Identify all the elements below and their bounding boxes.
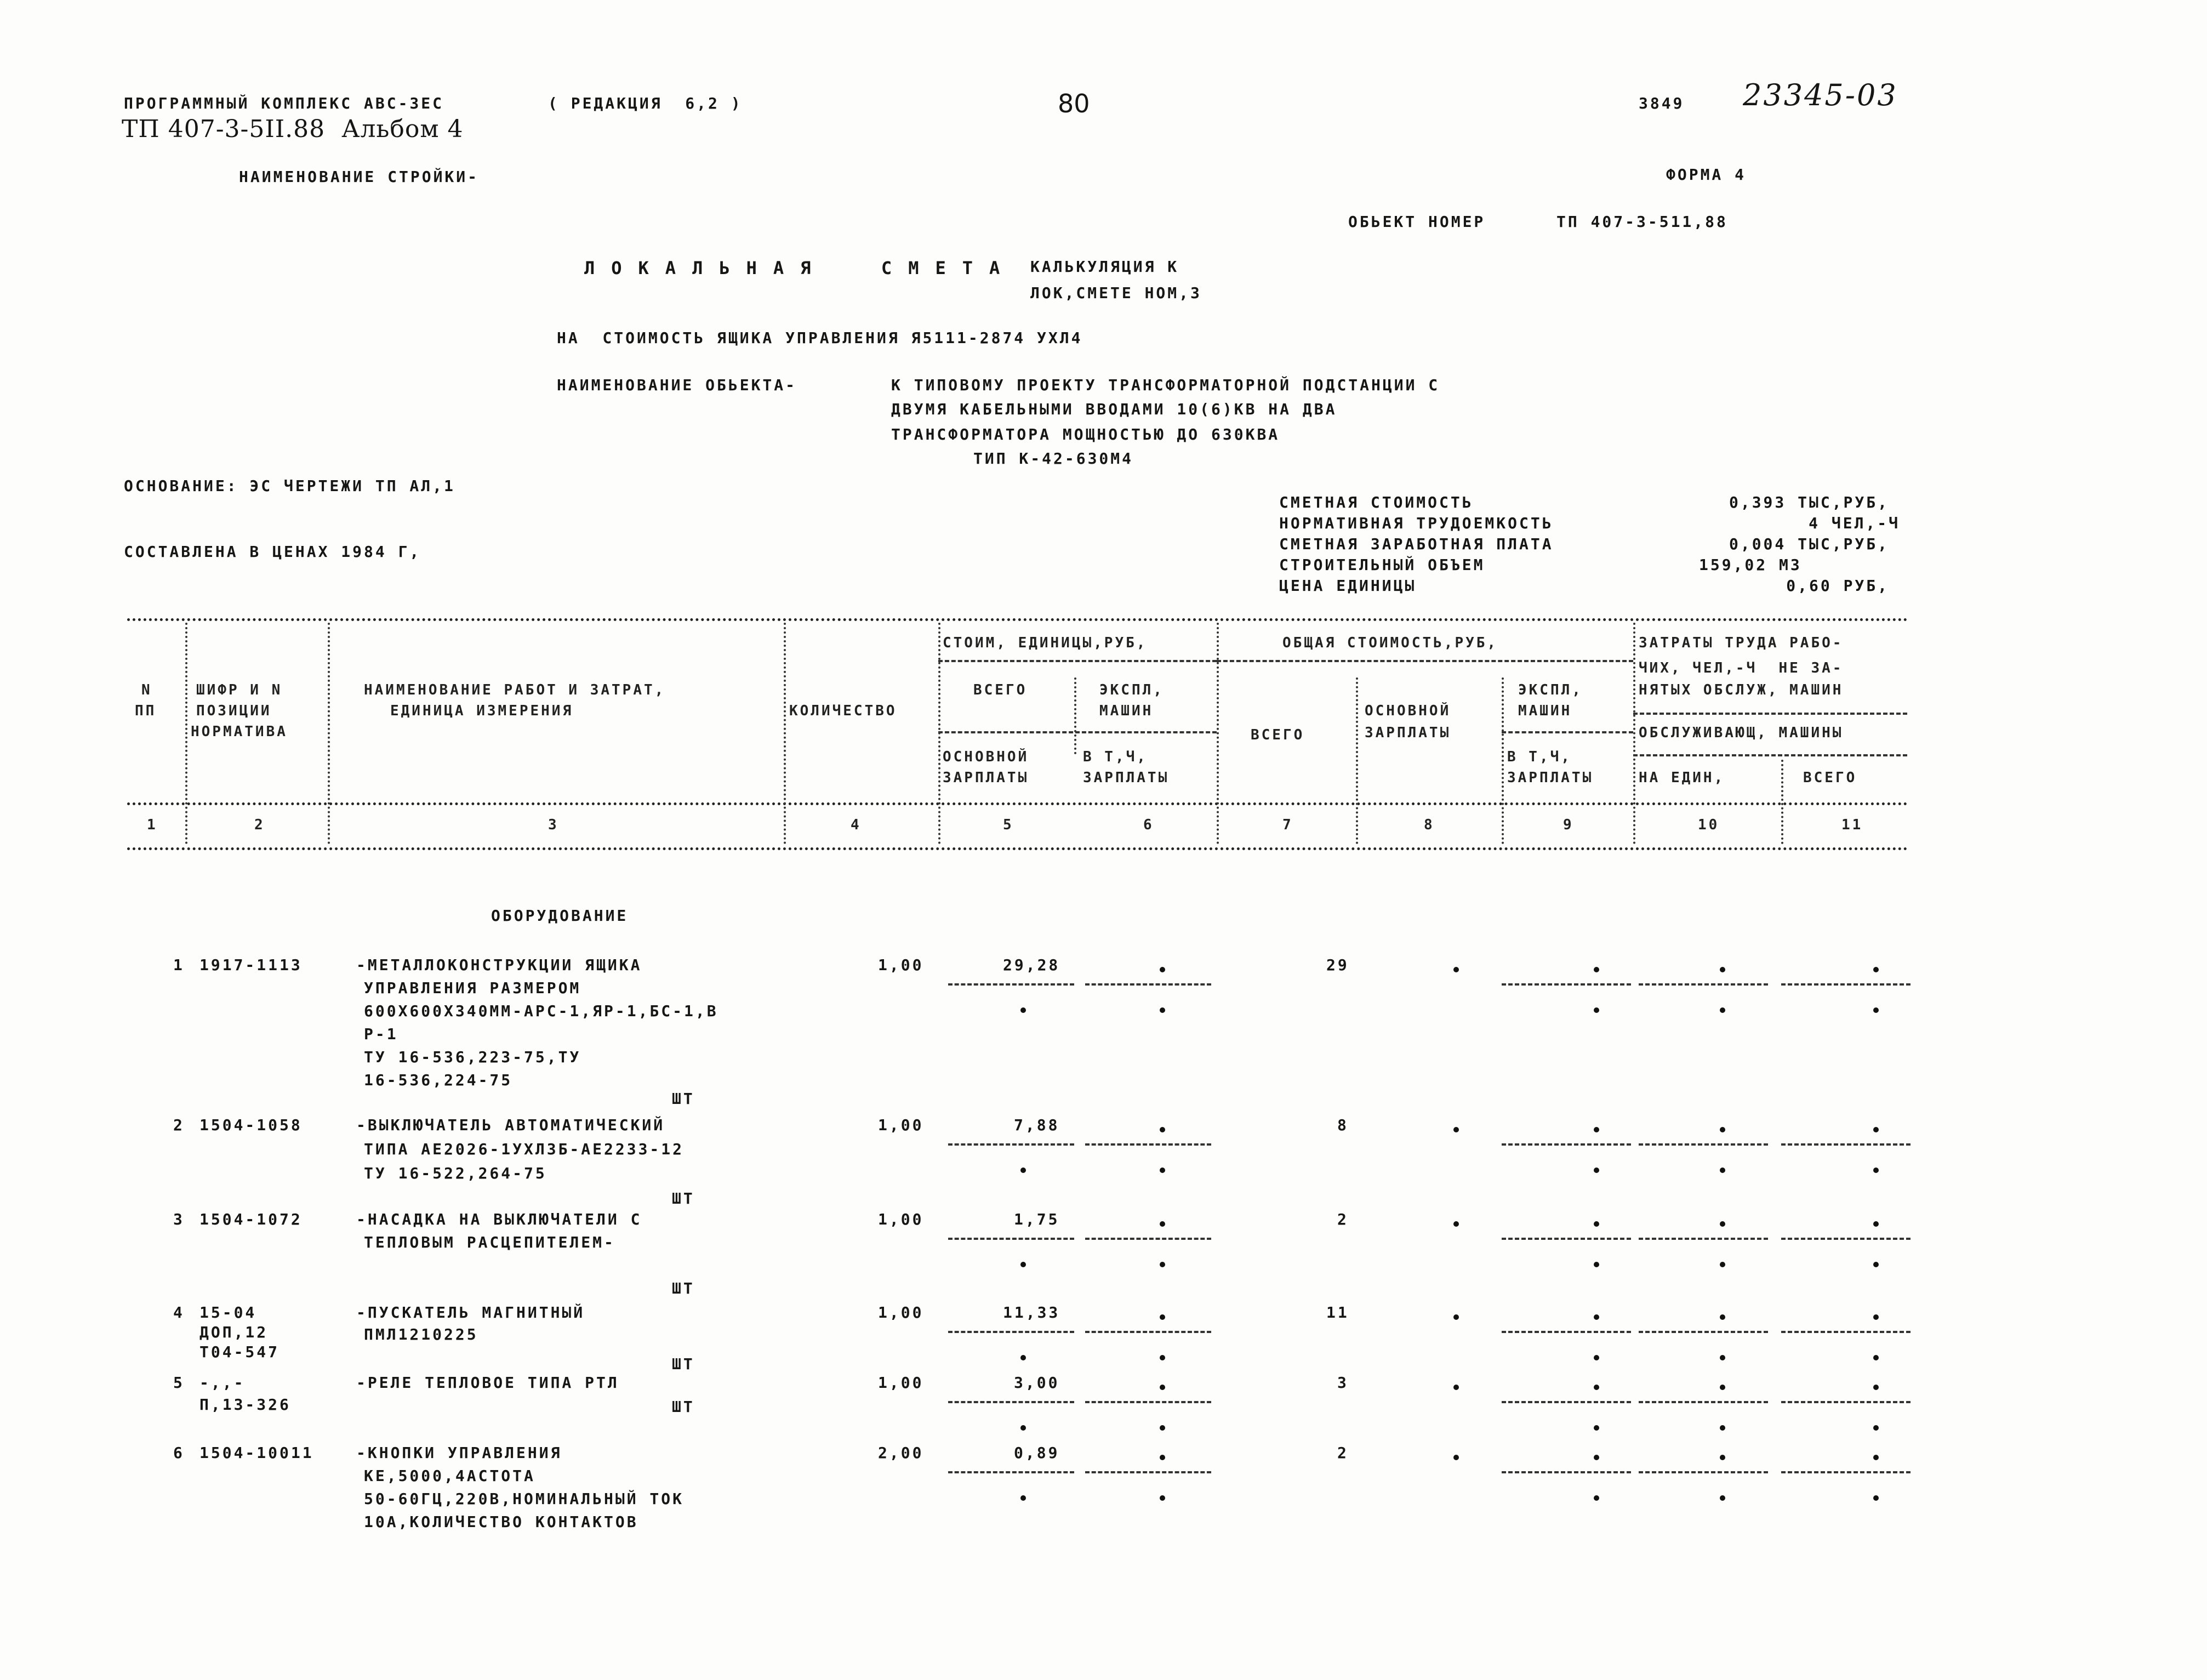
row-sub-rule bbox=[1085, 1238, 1211, 1240]
col-number: 2 bbox=[254, 817, 265, 833]
row-sub-rule bbox=[1781, 1143, 1911, 1146]
row-number: 2 bbox=[173, 1116, 185, 1134]
empty-value-mark bbox=[1453, 1127, 1459, 1132]
empty-value-mark bbox=[1160, 1314, 1165, 1320]
empty-value-mark bbox=[1453, 1314, 1459, 1320]
empty-value-mark bbox=[1453, 967, 1459, 972]
album-label: ТП 407-3-5II.88 Альбом 4 bbox=[122, 115, 464, 143]
empty-value-mark bbox=[1160, 1355, 1165, 1360]
empty-value-mark bbox=[1720, 1425, 1725, 1431]
col7-header: ВСЕГО bbox=[1251, 727, 1305, 743]
object-name-line: ДВУМЯ КАБЕЛЬНЫМИ ВВОДАМИ 10(6)КВ НА ДВА bbox=[891, 400, 1337, 418]
empty-value-mark bbox=[1160, 1455, 1165, 1460]
empty-value-mark bbox=[1453, 1455, 1459, 1460]
empty-value-mark bbox=[1594, 1007, 1599, 1013]
empty-value-mark bbox=[1160, 1495, 1165, 1501]
empty-value-mark bbox=[1873, 1385, 1879, 1390]
row-unit-cost: 29,28 bbox=[1003, 956, 1060, 974]
unit-cost-header: СТОИМ, ЕДИНИЦЫ,РУБ, bbox=[943, 635, 1148, 651]
page-number: 80 bbox=[1058, 89, 1090, 118]
empty-value-mark bbox=[1873, 1262, 1879, 1267]
row-code: П,13-326 bbox=[199, 1396, 291, 1414]
row-name: ПМЛ1210225 bbox=[364, 1325, 478, 1343]
row-code: 1504-10011 bbox=[199, 1444, 314, 1462]
empty-value-mark bbox=[1020, 1425, 1026, 1431]
col6-header-bottom: ЗАРПЛАТЫ bbox=[1083, 770, 1170, 786]
col-sep bbox=[1781, 760, 1783, 844]
col-sep bbox=[185, 623, 187, 844]
row-sub-rule bbox=[1502, 1331, 1631, 1333]
row-number: 3 bbox=[173, 1210, 185, 1228]
row-sub-rule bbox=[948, 1471, 1074, 1473]
edition-label: ( РЕДАКЦИЯ 6,2 ) bbox=[548, 94, 743, 112]
empty-value-mark bbox=[1720, 1385, 1725, 1390]
empty-value-mark bbox=[1594, 1168, 1599, 1173]
total-cost-header: ОБЩАЯ СТОИМОСТЬ,РУБ, bbox=[1282, 635, 1498, 651]
row-quantity: 1,00 bbox=[878, 1210, 924, 1228]
row-sub-rule bbox=[1502, 983, 1631, 986]
empty-value-mark bbox=[1453, 1385, 1459, 1390]
handwritten-code: 23345-03 bbox=[1743, 78, 1898, 112]
empty-value-mark bbox=[1594, 1221, 1599, 1227]
row-sub-rule bbox=[1502, 1238, 1631, 1240]
col-number: 3 bbox=[548, 817, 559, 833]
row-name: УПРАВЛЕНИЯ РАЗМЕРОМ bbox=[364, 979, 581, 997]
empty-value-mark bbox=[1020, 1262, 1026, 1267]
col10-11-header: ОБСЛУЖИВАЮЩ, МАШИНЫ bbox=[1639, 725, 1844, 741]
row-quantity: 1,00 bbox=[878, 956, 924, 974]
empty-value-mark bbox=[1160, 1127, 1165, 1132]
empty-value-mark bbox=[1160, 1168, 1165, 1173]
row-sub-rule bbox=[1781, 983, 1911, 986]
col-number: 8 bbox=[1424, 817, 1435, 833]
empty-value-mark bbox=[1873, 1314, 1879, 1320]
estimate-subject: НА СТОИМОСТЬ ЯЩИКА УПРАВЛЕНИЯ Я5111-2874 УХЛ4 bbox=[557, 329, 1083, 347]
empty-value-mark bbox=[1020, 1007, 1026, 1013]
row-unit: ШТ bbox=[672, 1279, 695, 1297]
row-number: 5 bbox=[173, 1374, 185, 1392]
row-sub-rule bbox=[948, 1143, 1074, 1146]
row-name: -МЕТАЛЛОКОНСТРУКЦИИ ЯЩИКА bbox=[356, 956, 642, 974]
col-sep bbox=[1356, 677, 1358, 844]
row-total: 29 bbox=[1326, 956, 1349, 974]
col-number: 11 bbox=[1841, 817, 1863, 833]
row-quantity: 1,00 bbox=[878, 1374, 924, 1392]
row-name: -КНОПКИ УПРАВЛЕНИЯ bbox=[356, 1444, 562, 1462]
row-name: ТУ 16-536,223-75,ТУ bbox=[364, 1048, 581, 1066]
empty-value-mark bbox=[1720, 1314, 1725, 1320]
col6-header-top: ЭКСПЛ, bbox=[1099, 682, 1164, 698]
col2-header: ШИФР И N bbox=[196, 682, 283, 698]
col-sep bbox=[1217, 623, 1219, 844]
table-top-rule bbox=[127, 618, 1908, 621]
row-name: Р-1 bbox=[364, 1025, 398, 1043]
empty-value-mark bbox=[1160, 1262, 1165, 1267]
labor-header: ЗАТРАТЫ ТРУДА РАБО- bbox=[1639, 635, 1844, 651]
row-sub-rule bbox=[1639, 1143, 1768, 1146]
row-sub-rule bbox=[948, 983, 1074, 986]
row-sub-rule bbox=[1781, 1331, 1911, 1333]
empty-value-mark bbox=[1594, 1495, 1599, 1501]
section-title: ОБОРУДОВАНИЕ bbox=[491, 907, 629, 925]
empty-value-mark bbox=[1720, 1262, 1725, 1267]
row-name: -ПУСКАТЕЛЬ МАГНИТНЫЙ bbox=[356, 1303, 585, 1322]
col1-header: N bbox=[141, 682, 152, 698]
col11-header: ВСЕГО bbox=[1803, 770, 1857, 786]
empty-value-mark bbox=[1160, 1007, 1165, 1013]
row-sub-rule bbox=[1502, 1143, 1631, 1146]
row-total: 8 bbox=[1337, 1116, 1349, 1134]
summary-value: 0,004 ТЫС,РУБ, bbox=[1729, 535, 1889, 553]
row-sub-rule bbox=[1085, 1143, 1211, 1146]
row-name: 600Х600Х340ММ-АРС-1,ЯР-1,БС-1,В bbox=[364, 1002, 718, 1020]
col5-header-top: ВСЕГО bbox=[973, 682, 1028, 698]
empty-value-mark bbox=[1720, 1221, 1725, 1227]
row-unit-cost: 0,89 bbox=[1014, 1444, 1060, 1462]
row-sub-rule bbox=[1085, 1471, 1211, 1473]
row-quantity: 2,00 bbox=[878, 1444, 924, 1462]
row-name: 10А,КОЛИЧЕСТВО КОНТАКТОВ bbox=[364, 1513, 638, 1531]
row-name: -НАСАДКА НА ВЫКЛЮЧАТЕЛИ С bbox=[356, 1210, 642, 1228]
col9-header: ЗАРПЛАТЫ bbox=[1507, 770, 1594, 786]
summary-label: СМЕТНАЯ ЗАРАБОТНАЯ ПЛАТА bbox=[1279, 535, 1554, 553]
site-label: НАИМЕНОВАНИЕ СТРОЙКИ- bbox=[239, 168, 480, 186]
row-unit-cost: 11,33 bbox=[1003, 1303, 1060, 1322]
col-number: 1 bbox=[147, 817, 158, 833]
row-unit-cost: 1,75 bbox=[1014, 1210, 1060, 1228]
col3-header: ЕДИНИЦА ИЗМЕРЕНИЯ bbox=[390, 703, 574, 719]
row-sub-rule bbox=[1085, 1401, 1211, 1403]
col-number: 4 bbox=[851, 817, 862, 833]
empty-value-mark bbox=[1594, 1385, 1599, 1390]
empty-value-mark bbox=[1594, 1314, 1599, 1320]
summary-label: СМЕТНАЯ СТОИМОСТЬ bbox=[1279, 493, 1474, 511]
row-number: 1 bbox=[173, 956, 185, 974]
col6-header-bottom: В Т,Ч, bbox=[1083, 749, 1148, 765]
col-sep bbox=[784, 623, 786, 844]
object-name-label: НАИМЕНОВАНИЕ ОБЬЕКТА- bbox=[557, 376, 797, 394]
row-number: 6 bbox=[173, 1444, 185, 1462]
row-name: 50-60ГЦ,220В,НОМИНАЛЬНЫЙ ТОК bbox=[364, 1490, 685, 1508]
empty-value-mark bbox=[1873, 967, 1879, 972]
object-name-line: ТИП К-42-630М4 bbox=[973, 449, 1134, 468]
row-sub-rule bbox=[948, 1401, 1074, 1403]
table-numbers-top-rule bbox=[127, 802, 1908, 805]
row-total: 2 bbox=[1337, 1444, 1349, 1462]
col3-header: НАИМЕНОВАНИЕ РАБОТ И ЗАТРАТ, bbox=[364, 682, 666, 698]
row-unit: ШТ bbox=[672, 1398, 695, 1416]
col9-header: ЭКСПЛ, bbox=[1518, 682, 1583, 698]
empty-value-mark bbox=[1720, 1007, 1725, 1013]
total-cost-subrule-2 bbox=[1502, 731, 1633, 733]
empty-value-mark bbox=[1594, 1425, 1599, 1431]
summary-value: 159,02 М3 bbox=[1699, 556, 1802, 574]
form-label: ФОРМА 4 bbox=[1666, 166, 1747, 184]
col5-header-bottom: ЗАРПЛАТЫ bbox=[943, 770, 1029, 786]
row-name: ТУ 16-522,264-75 bbox=[364, 1164, 547, 1182]
row-sub-rule bbox=[1502, 1471, 1631, 1473]
row-code: 1504-1058 bbox=[199, 1116, 303, 1134]
col-sep bbox=[328, 623, 330, 844]
summary-value: 4 ЧЕЛ,-Ч bbox=[1809, 514, 1900, 532]
calc-line-2: ЛОК,СМЕТЕ НОМ,3 bbox=[1030, 284, 1202, 302]
empty-value-mark bbox=[1873, 1355, 1879, 1360]
col9-header: В Т,Ч, bbox=[1507, 749, 1572, 765]
empty-value-mark bbox=[1160, 967, 1165, 972]
row-sub-rule bbox=[1781, 1238, 1911, 1240]
col4-header: КОЛИЧЕСТВО bbox=[789, 703, 897, 719]
row-code: 1917-1113 bbox=[199, 956, 303, 974]
row-sub-rule bbox=[1639, 1331, 1768, 1333]
empty-value-mark bbox=[1873, 1168, 1879, 1173]
calc-line-1: КАЛЬКУЛЯЦИЯ К bbox=[1030, 258, 1179, 276]
row-sub-rule bbox=[1085, 983, 1211, 986]
col1-header: ПП bbox=[135, 703, 157, 719]
row-sub-rule bbox=[1639, 1401, 1768, 1403]
row-unit: ШТ bbox=[672, 1090, 695, 1108]
empty-value-mark bbox=[1720, 967, 1725, 972]
row-code: 1504-1072 bbox=[199, 1210, 303, 1228]
row-name: КЕ,5000,4АСТОТА bbox=[364, 1467, 535, 1485]
empty-value-mark bbox=[1594, 1127, 1599, 1132]
row-sub-rule bbox=[948, 1331, 1074, 1333]
col-number: 7 bbox=[1282, 817, 1293, 833]
row-total: 11 bbox=[1326, 1303, 1349, 1322]
empty-value-mark bbox=[1873, 1127, 1879, 1132]
row-sub-rule bbox=[1639, 983, 1768, 986]
empty-value-mark bbox=[1160, 1385, 1165, 1390]
summary-value: 0,60 РУБ, bbox=[1786, 577, 1889, 595]
object-number-label: ОБЬЕКТ НОМЕР bbox=[1348, 213, 1486, 231]
row-sub-rule bbox=[1781, 1401, 1911, 1403]
prices-line: СОСТАВЛЕНА В ЦЕНАХ 1984 Г, bbox=[124, 543, 421, 561]
object-name-line: К ТИПОВОМУ ПРОЕКТУ ТРАНСФОРМАТОРНОЙ ПОДСТАНЦИИ С bbox=[891, 376, 1440, 394]
col6-header-top: МАШИН bbox=[1099, 703, 1154, 719]
unit-cost-subrule bbox=[938, 660, 1217, 662]
row-name: -РЕЛЕ ТЕПЛОВОЕ ТИПА РТЛ bbox=[356, 1374, 619, 1392]
row-sub-rule bbox=[948, 1238, 1074, 1240]
row-unit: ШТ bbox=[672, 1189, 695, 1208]
empty-value-mark bbox=[1020, 1355, 1026, 1360]
basis-line: ОСНОВАНИЕ: ЭС ЧЕРТЕЖИ ТП АЛ,1 bbox=[124, 477, 455, 495]
row-unit: ШТ bbox=[672, 1355, 695, 1373]
row-name: ТИПА АЕ2026-1УХЛ3Б-АЕ2233-12 bbox=[364, 1140, 685, 1158]
empty-value-mark bbox=[1873, 1455, 1879, 1460]
empty-value-mark bbox=[1873, 1495, 1879, 1501]
summary-label: НОРМАТИВНАЯ ТРУДОЕМКОСТЬ bbox=[1279, 514, 1554, 532]
labor-subrule bbox=[1633, 713, 1907, 715]
summary-label: ЦЕНА ЕДИНИЦЫ bbox=[1279, 577, 1417, 595]
col-sep bbox=[1502, 677, 1504, 844]
empty-value-mark bbox=[1020, 1168, 1026, 1173]
empty-value-mark bbox=[1720, 1168, 1725, 1173]
empty-value-mark bbox=[1453, 1221, 1459, 1227]
empty-value-mark bbox=[1160, 1221, 1165, 1227]
document-title: ЛОКАЛЬНАЯ СМЕТА bbox=[584, 258, 1017, 278]
labor-header: ЧИХ, ЧЕЛ,-Ч НЕ ЗА- bbox=[1639, 660, 1844, 676]
summary-label: СТРОИТЕЛЬНЫЙ ОБЪЕМ bbox=[1279, 556, 1485, 574]
row-quantity: 1,00 bbox=[878, 1303, 924, 1322]
row-code: Т04-547 bbox=[199, 1343, 280, 1361]
col-sep bbox=[1074, 677, 1076, 754]
labor-subrule-2 bbox=[1633, 754, 1907, 756]
row-code: 15-04 bbox=[199, 1303, 257, 1322]
empty-value-mark bbox=[1720, 1455, 1725, 1460]
unit-cost-subrule-2 bbox=[938, 731, 1217, 733]
row-total: 3 bbox=[1337, 1374, 1349, 1392]
col-number: 6 bbox=[1143, 817, 1154, 833]
empty-value-mark bbox=[1720, 1355, 1725, 1360]
program-name: ПРОГРАММНЫЙ КОМПЛЕКС АВС-3ЕС bbox=[124, 94, 444, 112]
row-unit-cost: 7,88 bbox=[1014, 1116, 1060, 1134]
col10-header: НА ЕДИН, bbox=[1639, 770, 1725, 786]
col5-header-bottom: ОСНОВНОЙ bbox=[943, 749, 1029, 765]
col-number: 5 bbox=[1003, 817, 1014, 833]
labor-header: НЯТЫХ ОБСЛУЖ, МАШИН bbox=[1639, 682, 1844, 698]
col8-header: ЗАРПЛАТЫ bbox=[1365, 725, 1451, 741]
row-sub-rule bbox=[1502, 1401, 1631, 1403]
empty-value-mark bbox=[1594, 1262, 1599, 1267]
col-number: 9 bbox=[1563, 817, 1574, 833]
row-unit-cost: 3,00 bbox=[1014, 1374, 1060, 1392]
empty-value-mark bbox=[1160, 1425, 1165, 1431]
col-sep bbox=[1633, 623, 1635, 844]
empty-value-mark bbox=[1594, 1355, 1599, 1360]
row-name: ТЕПЛОВЫМ РАСЦЕПИТЕЛЕМ- bbox=[364, 1233, 615, 1251]
col2-header: ПОЗИЦИИ bbox=[196, 703, 272, 719]
row-sub-rule bbox=[1781, 1471, 1911, 1473]
row-code: ДОП,12 bbox=[199, 1323, 269, 1341]
empty-value-mark bbox=[1873, 1007, 1879, 1013]
col-sep bbox=[938, 623, 940, 844]
empty-value-mark bbox=[1720, 1127, 1725, 1132]
col8-header: ОСНОВНОЙ bbox=[1365, 703, 1451, 719]
empty-value-mark bbox=[1873, 1221, 1879, 1227]
row-sub-rule bbox=[1639, 1471, 1768, 1473]
summary-value: 0,393 ТЫС,РУБ, bbox=[1729, 493, 1889, 511]
object-name-line: ТРАНСФОРМАТОРА МОЩНОСТЬЮ ДО 630КВА bbox=[891, 425, 1280, 443]
empty-value-mark bbox=[1720, 1495, 1725, 1501]
row-name: -ВЫКЛЮЧАТЕЛЬ АВТОМАТИЧЕСКИЙ bbox=[356, 1116, 665, 1134]
empty-value-mark bbox=[1873, 1425, 1879, 1431]
col9-header: МАШИН bbox=[1518, 703, 1572, 719]
document-code: 3849 bbox=[1639, 94, 1685, 112]
row-name: 16-536,224-75 bbox=[364, 1071, 513, 1089]
row-sub-rule bbox=[1639, 1238, 1768, 1240]
col2-header: НОРМАТИВА bbox=[191, 724, 288, 740]
total-cost-subrule bbox=[1217, 660, 1633, 662]
row-code: -,,- bbox=[199, 1374, 246, 1392]
row-quantity: 1,00 bbox=[878, 1116, 924, 1134]
empty-value-mark bbox=[1594, 967, 1599, 972]
row-sub-rule bbox=[1085, 1331, 1211, 1333]
col-number: 10 bbox=[1698, 817, 1720, 833]
empty-value-mark bbox=[1594, 1455, 1599, 1460]
row-number: 4 bbox=[173, 1303, 185, 1322]
table-header-bottom-rule bbox=[127, 847, 1908, 850]
empty-value-mark bbox=[1020, 1495, 1026, 1501]
row-total: 2 bbox=[1337, 1210, 1349, 1228]
object-number-value: ТП 407-3-511,88 bbox=[1556, 213, 1728, 231]
